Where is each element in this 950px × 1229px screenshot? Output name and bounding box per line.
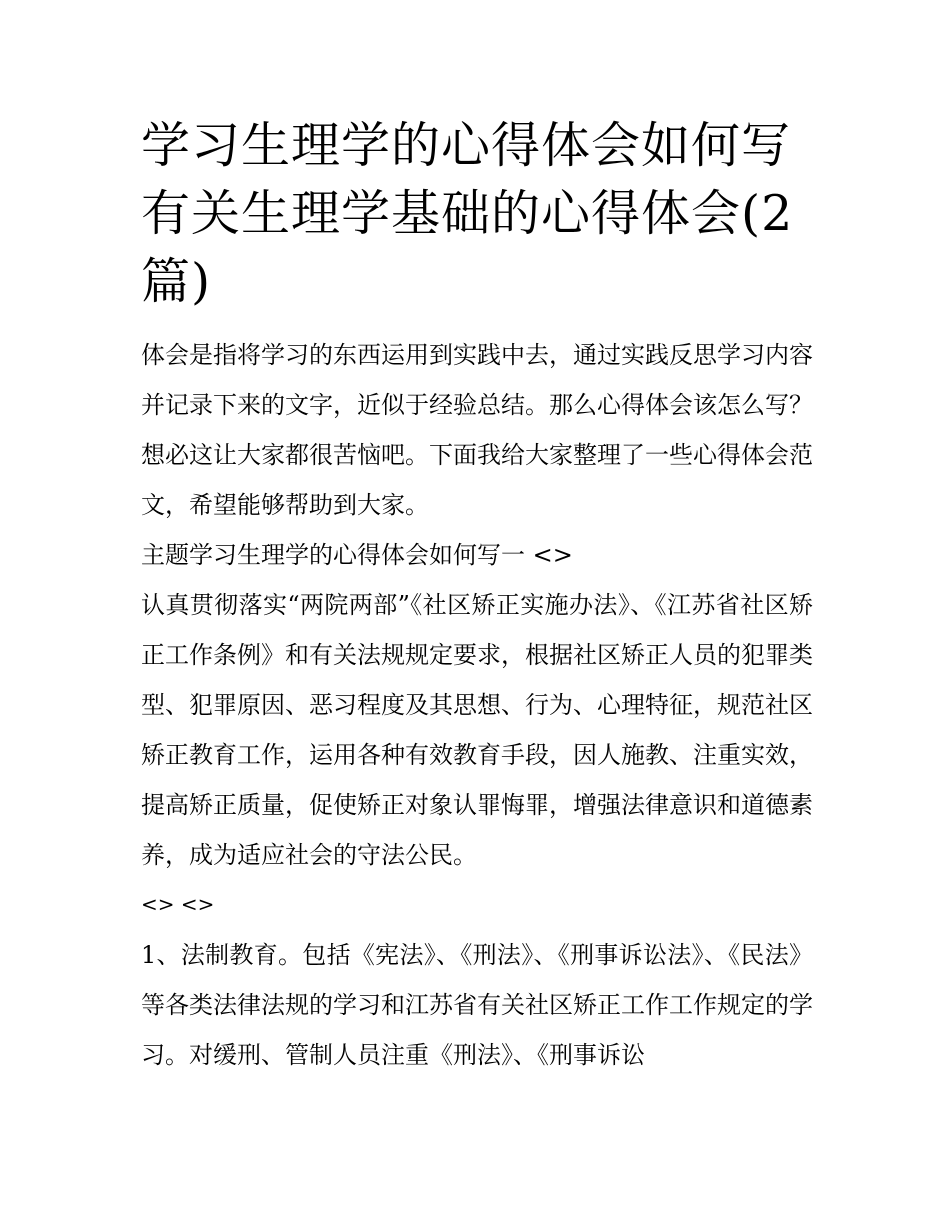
placeholder-marks: <> <> bbox=[141, 892, 215, 916]
section-heading: 主题学习生理学的心得体会如何写一 <> bbox=[141, 541, 573, 569]
body-paragraph-2: 1、法制教育。包括《宪法》、《刑法》、《刑事诉讼法》、《民法》等各类法律法规的学习和江苏省有关社区矫正工作工作规定的学习。对缓刑、管制人员注重《刑法》、《刑事诉讼 bbox=[141, 941, 813, 1069]
document-title: 学习生理学的心得体会如何写有关生理学基础的心得体会(2篇) bbox=[141, 117, 794, 310]
body-paragraph-1: 认真贯彻落实“两院两部”《社区矫正实施办法》、《江苏省社区矫正工作条例》和有关法规规定要求，根据社区矫正人员的犯罪类型、犯罪原因、恶习程度及其思想、行为、心理特征，规范社区矫正教育工作，运用各种有效教育手段，因人施教、注重实效，提高矫正质量，促使矫正对象认罪悔罪，增强法律意识和道德素养，成为适应社会的守法公民。 bbox=[141, 591, 813, 869]
intro-paragraph: 体会是指将学习的东西运用到实践中去，通过实践反思学习内容并记录下来的文字，近似于经验总结。那么心得体会该怎么写？想必这让大家都很苦恼吧。下面我给大家整理了一些心得体会范文，希望能够帮助到大家。 bbox=[141, 341, 813, 519]
document-page bbox=[141, 112, 813, 1080]
